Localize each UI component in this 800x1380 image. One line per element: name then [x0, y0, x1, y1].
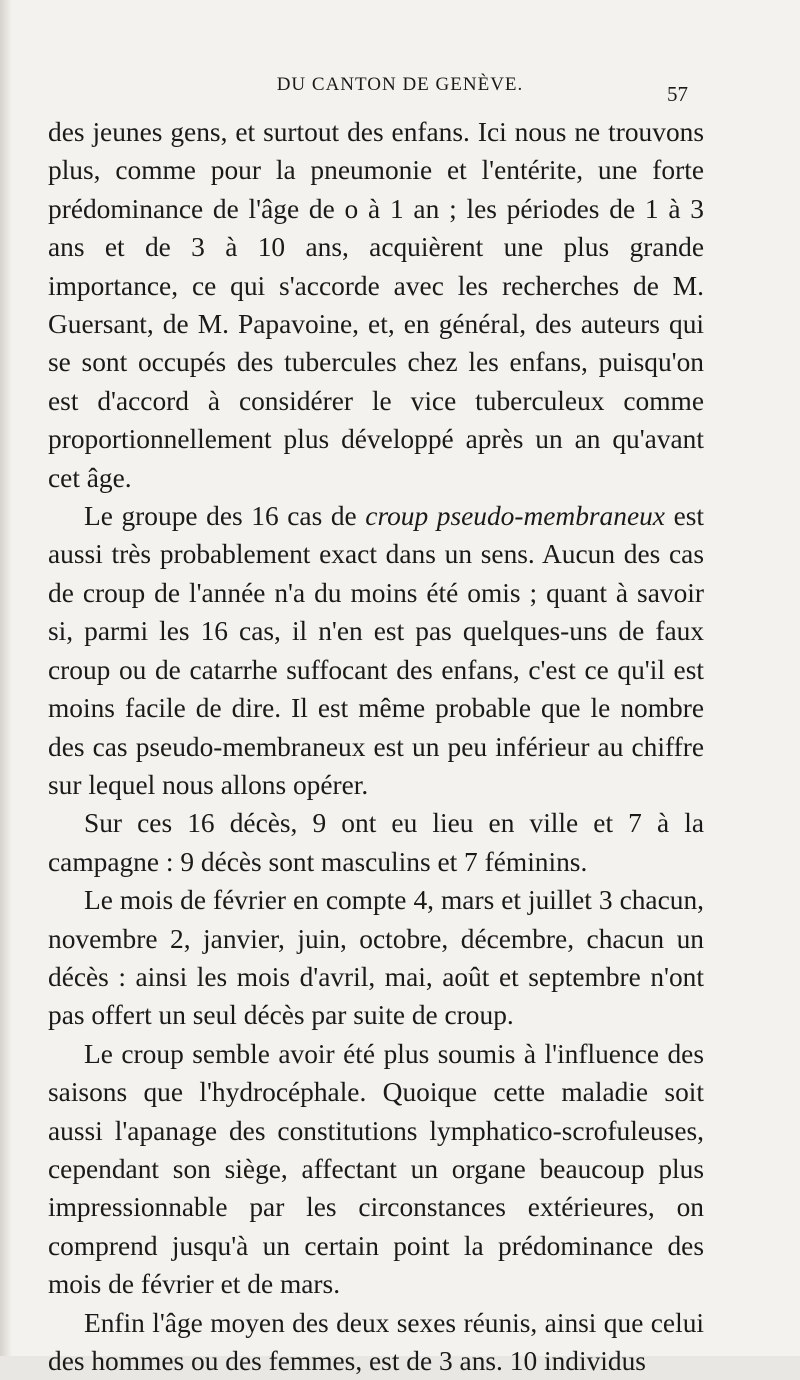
page-gutter-shadow — [0, 0, 12, 1356]
paragraph-mean-age: Enfin l'âge moyen des deux sexes réunis, ainsi que celui des hommes ou des femmes, est de 3 ans. 10 individus — [48, 1307, 704, 1376]
paragraph-text: est aussi très probablement exact dans un sens. Aucun des cas de croup de l'année n'a du moins été omis ; quant à savoir si, parmi les 16 cas, il n'en est pas quelques-uns de faux croup ou de catarrhe suffocant des enfans, c'est ce qu'il est moins facile de dire. Il est même probable que le nombre des cas pseudo-membraneux est un peu inférieur au chiffre sur lequel nous allons opérer. — [48, 501, 704, 800]
paragraph-continuation: des jeunes gens, et surtout des enfans. Ici nous ne trouvons plus, comme pour la pneumonie et l'entérite, une forte prédominance de l'âge de o à 1 an ; les périodes de 1 à 3 ans et de 3 à 10 ans, acquièrent une plus grande importance, ce qui s'accorde avec les recherches de M. Guersant, de M. Papavoine, et, en général, des auteurs qui se sont occupés des tubercules chez les enfans, puisqu'on est d'accord à considérer le vice tuberculeux comme proportionnellement plus développé après un an qu'avant cet âge. — [48, 117, 704, 493]
body-text — [48, 113, 704, 1380]
paragraph-deaths: Sur ces 16 décès, 9 ont eu lieu en ville et 7 à la campagne : 9 décès sont masculins et 7 féminins. — [48, 808, 704, 877]
running-head — [0, 74, 800, 110]
running-head-title: DU CANTON DE GENÈVE. — [276, 74, 524, 95]
paragraph-seasons: Le croup semble avoir été plus soumis à l'influence des saisons que l'hydrocéphale. Quoique cette maladie soit aussi l'apanage des constitutions lymphatico-scrofuleuses, cependant son siège, affectant un organe beaucoup plus impressionnable par les circonstances extérieures, on comprend jusqu'à un certain point la prédominance des mois de février et de mars. — [48, 1038, 704, 1300]
paragraph-text: Le groupe des 16 cas de — [84, 501, 366, 532]
paragraph-months: Le mois de février en compte 4, mars et juillet 3 chacun, novembre 2, janvier, juin, octobre, décembre, chacun un décès : ainsi les mois d'avril, mai, août et septembre n'ont pas offert un seul décès par suite de croup. — [48, 885, 704, 1031]
paragraph-croup-group — [48, 497, 704, 804]
italic-term: croup pseudo-membraneux — [365, 501, 665, 532]
page-number: 57 — [667, 82, 688, 106]
